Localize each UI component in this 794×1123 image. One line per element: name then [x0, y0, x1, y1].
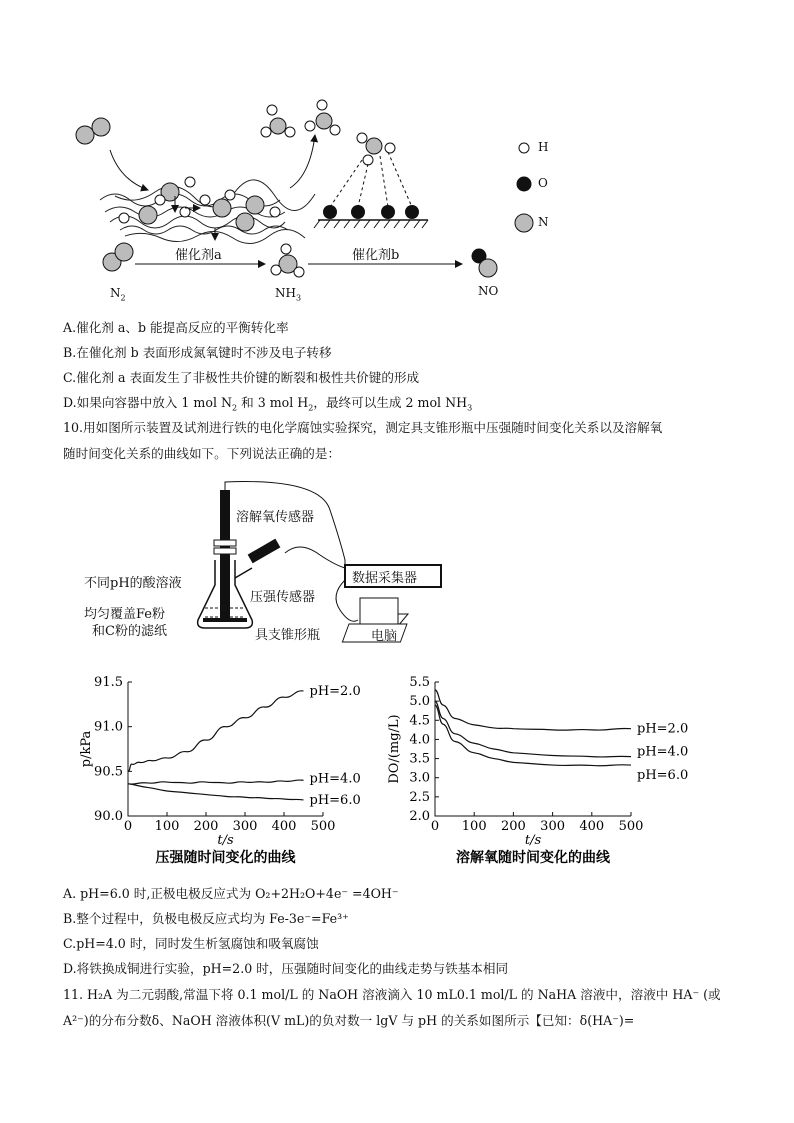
- q9-option-b: B.在催化剂 b 表面形成氮氧键时不涉及电子转移: [63, 345, 332, 360]
- q9-option-a: A.催化剂 a、b 能提高反应的平衡转化率: [63, 320, 289, 335]
- y-axis-label: p/kPa: [79, 730, 94, 768]
- x-tick-label: 100: [154, 819, 180, 834]
- y-tick-label: 5.0: [409, 694, 430, 710]
- q10-option-d: D.将铁换成铜进行实验，pH=2.0 时，压强随时间变化的曲线走势与铁基本相同: [63, 961, 509, 976]
- x-tick-label: 400: [579, 819, 605, 834]
- x-tick-label: 200: [193, 819, 219, 834]
- y-tick-label: 4.0: [409, 732, 430, 748]
- series-line-pH=4.0: [128, 780, 304, 784]
- chart-title: 压强随时间变化的曲线: [155, 850, 296, 866]
- n2-molecule-top: [76, 118, 110, 144]
- series-label-pH=4.0: pH=4.0: [309, 771, 361, 787]
- nh3-molecule-top2: [305, 100, 340, 135]
- x-axis-label: t/s: [524, 833, 542, 848]
- q10-stem-line2: 随时间变化关系的曲线如下。下列说法正确的是：: [63, 446, 341, 461]
- x-axis-label: t/s: [217, 833, 234, 848]
- catalyst-a-label: 催化剂a: [175, 248, 222, 263]
- x-tick-label: 0: [430, 819, 440, 834]
- series-line-pH=2.0: [128, 691, 304, 772]
- y-tick-label: 3.5: [409, 751, 430, 767]
- series-line-pH=2.0: [435, 690, 631, 731]
- q10-option-c: C.pH=4.0 时，同时发生析氢腐蚀和吸氧腐蚀: [63, 936, 319, 951]
- x-tick-label: 100: [461, 819, 487, 834]
- no-label: NO: [478, 284, 499, 298]
- x-tick-label: 500: [618, 819, 644, 834]
- y-tick-label: 2.5: [409, 789, 430, 805]
- chart-title: 溶解氧随时间变化的曲线: [456, 850, 610, 866]
- legend-h-label: H: [538, 140, 549, 154]
- nh3-label: $NH_3$: [275, 286, 302, 303]
- catalysis-diagram: [0, 0, 794, 310]
- x-tick-label: 300: [540, 819, 566, 834]
- y-tick-label: 3.0: [409, 770, 430, 786]
- x-tick-label: 400: [271, 819, 297, 834]
- series-label-pH=4.0: pH=4.0: [637, 744, 689, 760]
- y-tick-label: 90.5: [94, 764, 123, 780]
- q10-stem-line1: 10.用如图所示装置及试剂进行铁的电化学腐蚀实验探究，测定具支锥形瓶中压强随时间变化关系以及溶解氧: [63, 420, 663, 435]
- axis-lines: [435, 682, 631, 816]
- q10-option-a: A. pH=6.0 时,正极电极反应式为 O₂+2H₂O+4e⁻ =4OH⁻: [63, 886, 399, 901]
- filter-label-1: 均匀覆盖Fe粉: [84, 607, 166, 622]
- y-tick-label: 90.0: [94, 809, 123, 824]
- x-tick-label: 500: [310, 819, 336, 834]
- acid-label: 不同pH的酸溶液: [84, 576, 182, 591]
- y-tick-label: 91.5: [94, 675, 123, 690]
- series-label-pH=6.0: pH=6.0: [309, 792, 361, 808]
- y-axis-label: DO/(mg/L): [387, 714, 402, 784]
- collector-label: 数据采集器: [352, 571, 418, 586]
- no-molecule: [472, 249, 497, 277]
- adsorbed-atoms: [119, 177, 280, 231]
- q9-option-c: C.催化剂 a 表面发生了非极性共价键的断裂和极性共价键的形成: [63, 370, 420, 385]
- q11-stem-line1: 11. H₂A 为二元弱酸,常温下将 0.1 mol/L 的 NaOH 溶液滴入 10 mL0.1 mol/L 的 NaHA 溶液中，溶液中 HA⁻ (或: [63, 987, 721, 1002]
- y-tick-label: 5.5: [409, 675, 430, 690]
- pressure-chart: [60, 672, 361, 872]
- filter-label-2: 和C粉的滤纸: [92, 624, 167, 639]
- nh3-on-catalyst-b: [357, 133, 395, 165]
- x-tick-label: 0: [123, 819, 133, 834]
- legend-atoms: [515, 143, 533, 232]
- nh3-molecule-top1: [261, 105, 295, 137]
- x-tick-label: 300: [232, 819, 258, 834]
- y-tick-label: 4.5: [409, 713, 430, 729]
- q9-option-d: D.如果向容器中放入 1 mol $N_2$ 和 3 mol $H_2$，最终可以生成 2 mol $NH_3$: [63, 395, 473, 413]
- catalyst-b-label: 催化剂b: [352, 248, 400, 263]
- do-sensor-label: 溶解氧传感器: [236, 510, 315, 525]
- series-line-pH=6.0: [128, 784, 304, 800]
- q11-stem-line2: A²⁻)的分布分数δ、NaOH 溶液体积(V mL)的负对数一 lgV 与 pH 的关系如图所示【已知：δ(HA⁻)=: [63, 1013, 635, 1028]
- n2-molecule: [103, 243, 133, 271]
- y-tick-label: 91.0: [94, 719, 123, 735]
- nh3-molecule: [271, 244, 304, 277]
- catalyst-b-surface: [314, 205, 428, 228]
- legend-o-label: O: [538, 176, 548, 190]
- legend-n-label: N: [538, 215, 549, 229]
- y-tick-label: 2.0: [409, 809, 430, 824]
- flask-label: 具支锥形瓶: [255, 628, 321, 643]
- n2-label: $N_2$: [110, 286, 126, 303]
- series-label-pH=6.0: pH=6.0: [637, 768, 689, 784]
- x-tick-label: 200: [500, 819, 526, 834]
- series-label-pH=2.0: pH=2.0: [309, 683, 361, 699]
- computer-label: 电脑: [371, 629, 398, 644]
- dissolved-oxygen-chart: [360, 672, 689, 872]
- pressure-sensor-label: 压强传感器: [250, 590, 316, 605]
- catalyst-a-surface: [100, 180, 315, 244]
- series-label-pH=2.0: pH=2.0: [637, 721, 689, 737]
- q10-option-b: B.整个过程中，负极电极反应式均为 Fe-3e⁻=Fe³⁺: [63, 911, 349, 926]
